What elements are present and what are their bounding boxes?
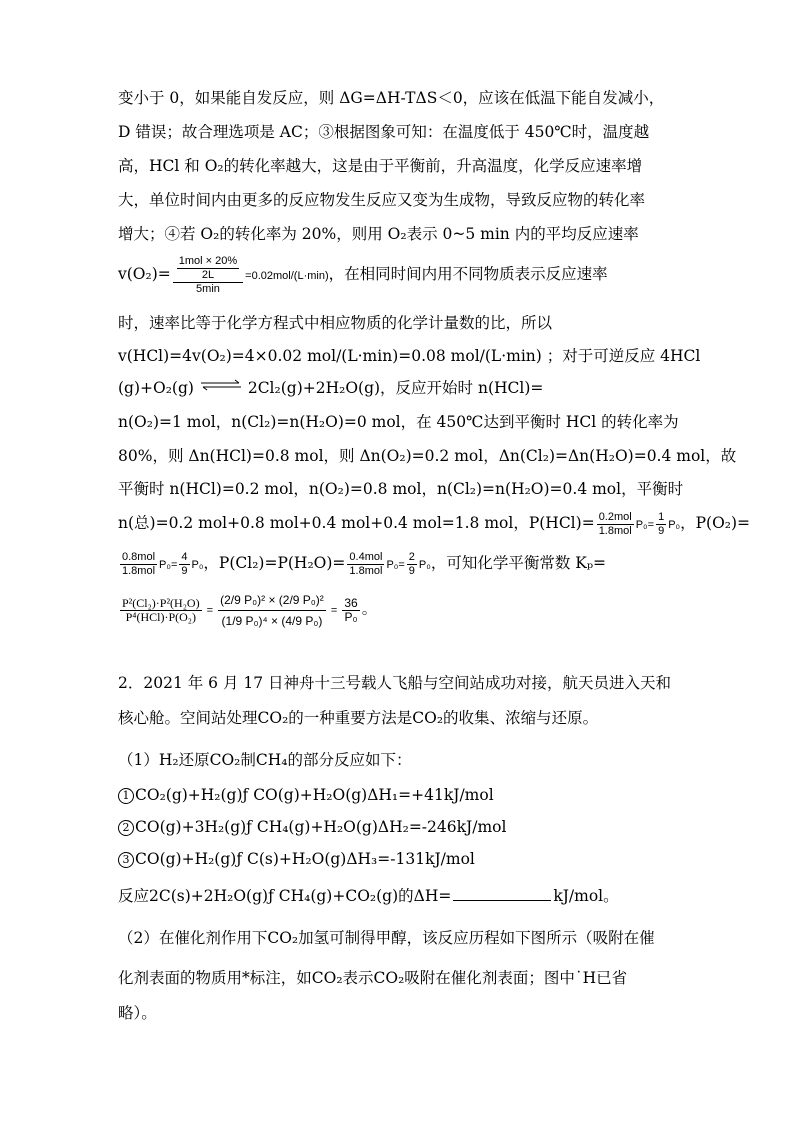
question-2-line: 2．2021 年 6 月 17 日神舟十三号载人飞船与空间站成功对接，航天员进入天和 [118,674,672,692]
partial-pressure-line: $\frac{\text{0.8mol}}{\text{1.8mol}}$ P₀= $\frac{4}{9}$ P₀，P(Cl₂)=P(H₂O)= $\frac{\text{0.4mol}}{\text{1.8mol}}$ P₀= $\frac{2}{9}$ P₀，可知化学平衡常数 Kₚ= [122,550,607,577]
text-line: v(HCl)=4v(O₂)=4×0.02 mol/(L·min)=0.08 mol/(L·min) ；对于可逆反应 4HCl [118,347,701,365]
reaction-2: 2 CO(g)+3H₂(g)ƒ CH₄(g)+H₂O(g)ΔH₂=-246kJ/mol [118,817,506,837]
text-line: 变小于 0，如果能自发反应，则 ΔG=ΔH-TΔS＜0，应该在低温下能自发减小， [118,89,665,107]
question-2-line: 核心舱。空间站处理CO₂的一种重要方法是CO₂的收集、浓缩与还原。 [118,709,599,727]
rate-formula-line: v(O₂)= $\frac{\frac{\text{1mol × 20\%}}{2L}}{5\min}$ =0.02mol/(L·min)，在相同时间内用不同物质表示反应速率 [118,254,608,295]
sub-question-2-line: 略）。 [118,1004,157,1022]
text-line: 高，HCl 和 O₂的转化率越大，这是由于平衡前，升高温度，化学反应速率增 [118,157,643,175]
reaction-1: 1 CO₂(g)+H₂(g)ƒ CO(g)+H₂O(g)ΔH₁=+41kJ/mol [118,785,494,805]
equilibrium-arrow-icon [199,378,243,400]
text-line: 大，单位时间内由更多的反应物发生反应又变为生成物，导致反应物的转化率 [118,191,646,209]
text-line: 80%，则 Δn(HCl)=0.8 mol，则 Δn(O₂)=0.2 mol，Δn(Cl₂)=Δn(H₂O)=0.4 mol，故 [118,447,737,465]
sub-question-1: （1）H₂还原CO₂制CH₄的部分反应如下： [118,751,412,769]
answer-blank[interactable] [453,886,551,901]
rate-fraction: $\frac{\frac{\text{1mol × 20\%}}{2L}}{5\min}$ [173,255,243,296]
kp-expression: $\frac{\text{P²(Cl₂)·P²(H₂O)}}{\text{P⁴(HCl)·P(O₂)}}$ = $\frac{\text{(2/9 P₀)² × (2/9 P₀)²}}{\text{(1/9 P₀)⁴ × (4/9 P₀)}}$ = $\frac{36}{\text{P₀}}$ 。 [118,590,377,631]
total-moles-line: n(总)=0.2 mol+0.8 mol+0.4 mol+0.4 mol=1.8 mol，P(HCl)= $\frac{\text{0.2mol}}{\text{1.8mol}}$ P₀= $\frac{1}{9}$ P₀，P(O₂)= [118,510,751,537]
sub-question-2-line: （2）在催化剂作用下CO₂加氢可制得甲醇，该反应历程如下图所示（吸附在催 [118,929,655,947]
reaction-3: 3 CO(g)+H₂(g)ƒ C(s)+H₂O(g)ΔH₃=-131kJ/mol [118,849,475,869]
equation-line: (g)+O₂(g) 2Cl₂(g)+2H₂O(g)，反应开始时 n(HCl)= [118,378,543,400]
text-line: n(O₂)=1 mol，n(Cl₂)=n(H₂O)=0 mol，在 450℃达到平衡时 HCl 的转化率为 [118,413,679,431]
sub-question-2-line: 化剂表面的物质用*标注，如CO₂表示CO₂吸附在催化剂表面；图中˙H已省 [118,969,628,987]
text-line: 时，速率比等于化学方程式中相应物质的化学计量数的比，所以 [118,314,553,332]
text-line: 增大；④若 O₂的转化率为 20%，则用 O₂表示 0~5 min 内的平均反应速率 [118,225,639,243]
text-line: 平衡时 n(HCl)=0.2 mol，n(O₂)=0.8 mol，n(Cl₂)=n(H₂O)=0.4 mol，平衡时 [118,480,684,498]
text-line: D 错误；故合理选项是 AC；③根据图象可知：在温度低于 450℃时，温度越 [118,123,650,141]
blank-question-line: 反应2C(s)+2H₂O(g)ƒ CH₄(g)+CO₂(g)的ΔH= kJ/mol。 [118,887,619,905]
rate-inner-fraction: $\frac{\text{1mol × 20\%}}{2L}$ [178,254,238,281]
